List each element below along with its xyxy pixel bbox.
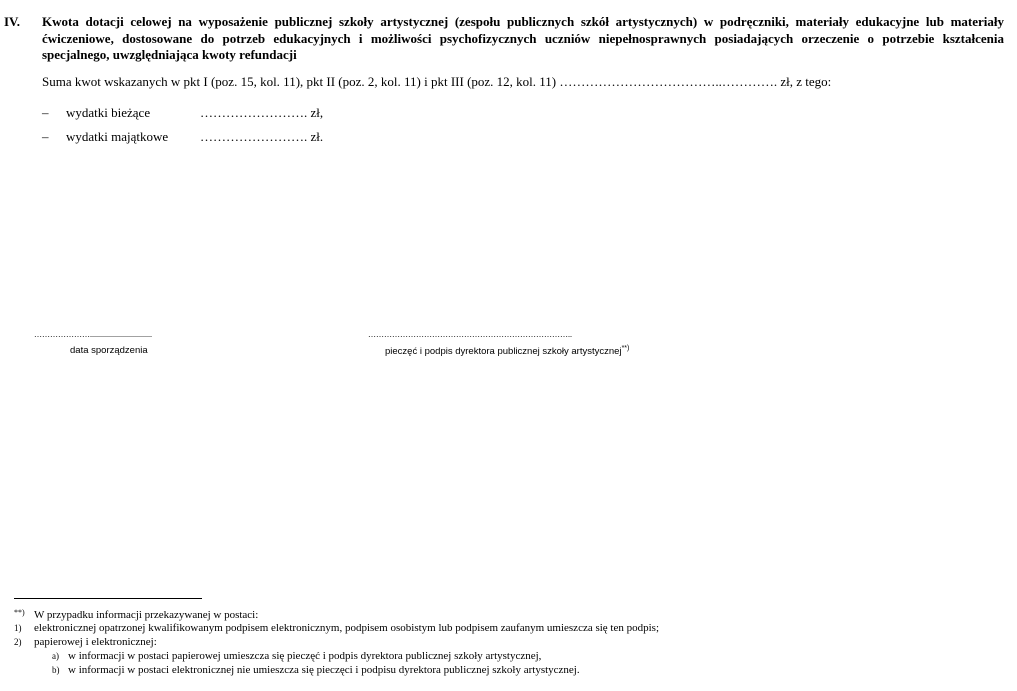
section-number: IV. [4, 14, 21, 29]
footnote-item-number: 1) [14, 623, 22, 633]
footnote-subitem-letter: b) [52, 665, 60, 675]
footnote-intro [14, 606, 258, 622]
footnote-intro-text: W przypadku informacji przekazywanej w postaci: [34, 609, 259, 621]
footnote-subitem [52, 650, 541, 663]
expense-value-field: ……………………. zł. [200, 129, 324, 144]
footnote-marker: **) [14, 608, 25, 617]
date-label: data sporządzenia [70, 345, 148, 356]
footnote-subitem-text: w informacji w postaci papierowej umieszcza się pieczęć i podpis dyrektora publicznej szkoły artystycznej, [68, 650, 542, 662]
footnote-subitem [52, 664, 580, 677]
footnote-reference: **) [621, 345, 630, 352]
expense-row-current [42, 105, 323, 121]
expense-label: wydatki bieżące [66, 105, 151, 120]
footnote-subitem-text: w informacji w postaci elektronicznej nie umieszcza się pieczęci i podpisu dyrektora publicznej szkoły artystycznej. [68, 664, 580, 676]
director-signature-line: ………………………………………………………………….. [368, 330, 572, 339]
list-dash: – [42, 105, 49, 120]
list-dash: – [42, 129, 49, 144]
footnote-item [14, 636, 157, 649]
expense-label: wydatki majątkowe [66, 129, 169, 144]
date-signature-line: …………………............................... [34, 330, 152, 339]
director-signature-label [385, 345, 629, 357]
footnote-subitem-letter: a) [52, 651, 59, 661]
expense-value-field: ……………………. zł, [200, 105, 324, 120]
sum-line: Suma kwot wskazanych w pkt I (poz. 15, kol. 11), pkt II (poz. 2, kol. 11) i pkt III (poz. 12, kol. 11) ………………………………..…………. zł, z tego: [42, 74, 832, 89]
footnote-separator [14, 598, 202, 599]
section-heading: Kwota dotacji celowej na wyposażenie publicznej szkoły artystycznej (zespołu publicznych szkół artystycznych) w podręczniki, materiały edukacyjne lub materiały ćwiczeniowe, dostosowane do potrzeb edukacyjnych i możliwości psychofizycznych uczniów niepełnosprawnych posiadających orzeczenie o potrzebie kształcenia specjalnego, uwzględniająca kwoty refundacji [42, 14, 1004, 62]
footnote-item [14, 622, 659, 635]
footnote-item-text: papierowej i elektronicznej: [34, 636, 157, 648]
director-label-text: pieczęć i podpis dyrektora publicznej szkoły artystycznej [385, 346, 622, 358]
footnote-item-number: 2) [14, 637, 22, 647]
expense-row-capital [42, 129, 323, 145]
footnote-item-text: elektronicznej opatrzonej kwalifikowanym podpisem elektronicznym, podpisem osobistym lub podpisem zaufanym umieszcza się ten podpis; [34, 622, 660, 634]
